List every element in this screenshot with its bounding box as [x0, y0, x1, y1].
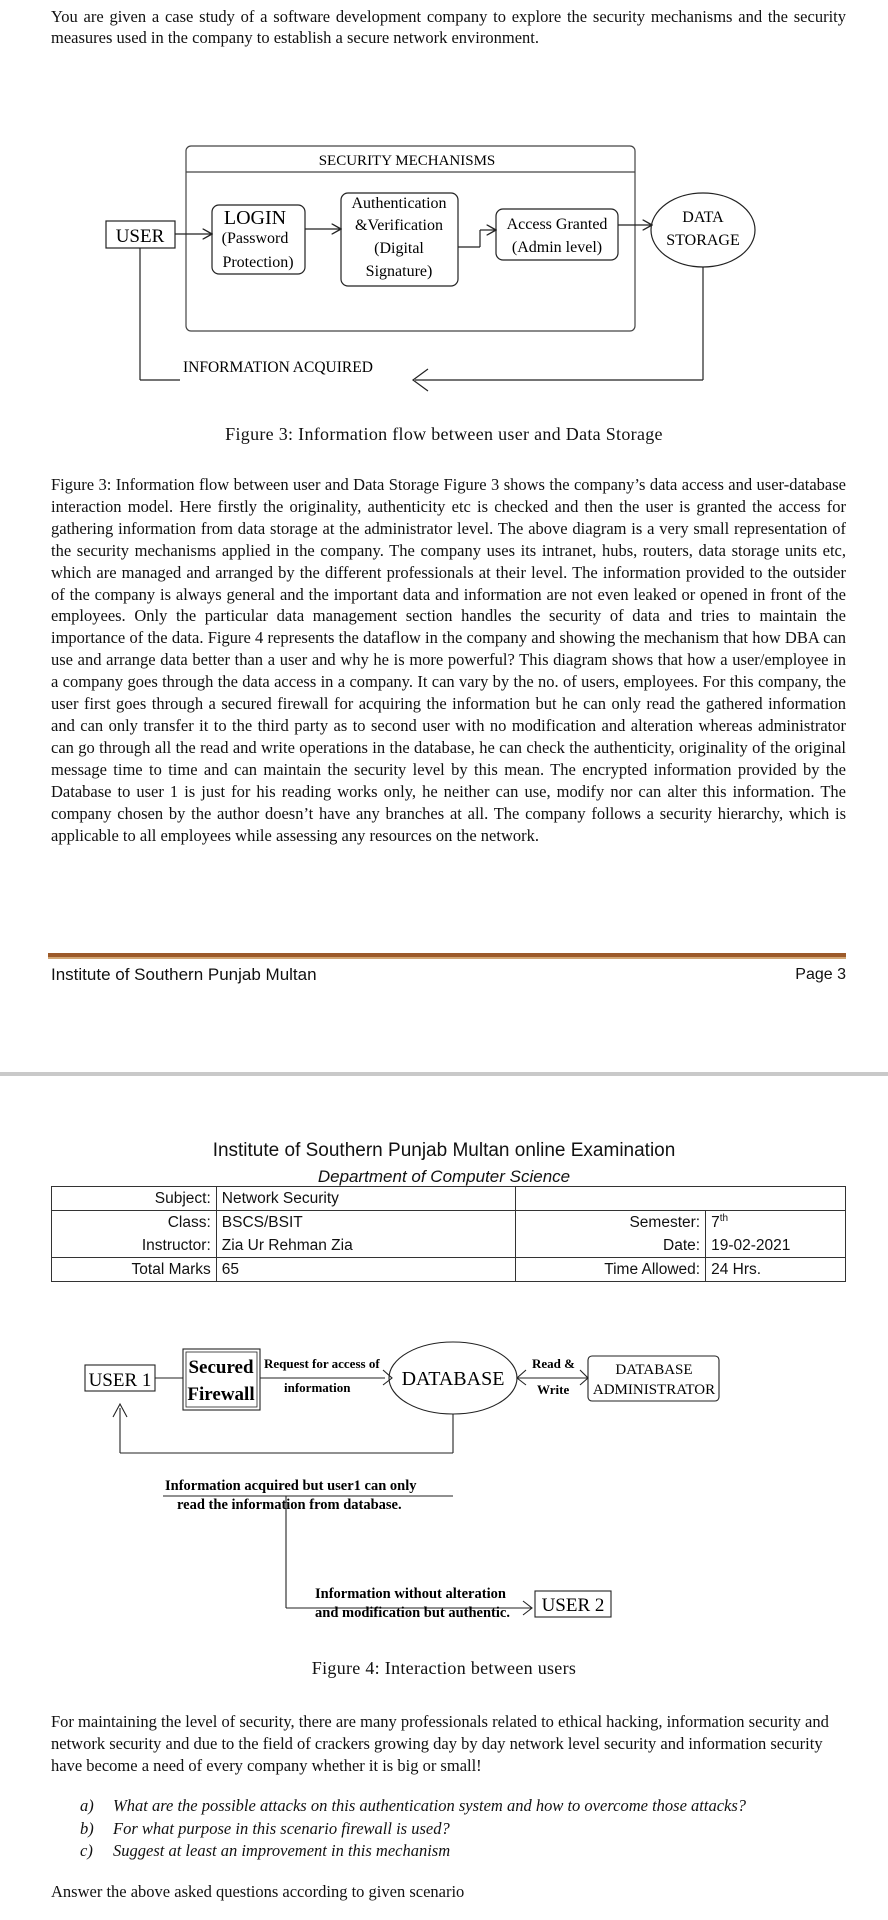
svg-text:information: information [284, 1380, 351, 1395]
svg-text:Request for access of: Request for access of [264, 1356, 380, 1371]
svg-text:read the information from data: read the information from database. [177, 1497, 402, 1513]
question-b: b) For what purpose in this scenario firewall is used? [80, 1818, 450, 1838]
svg-text:Read &: Read & [532, 1356, 575, 1371]
page-separator [0, 1072, 888, 1076]
date-value: 19-02-2021 [706, 1234, 846, 1258]
total-marks-value: 65 [216, 1258, 516, 1282]
svg-text:Information acquired but user1: Information acquired but user1 can only [165, 1478, 417, 1494]
semester-label: Semester: [516, 1211, 706, 1235]
question-c: c) Suggest at least an improvement in this mechanism [80, 1841, 451, 1860]
date-label: Date: [516, 1234, 706, 1258]
intro-paragraph: You are given a case study of a software development company to explore the security mechanisms and the security measures used in the company to establish a secure network environment. [51, 7, 846, 47]
subject-value: Network Security [216, 1187, 516, 1211]
footer-institute: Institute of Southern Punjab Multan [51, 965, 317, 984]
svg-text:Signature): Signature) [365, 263, 433, 280]
footer-page-number: Page 3 [795, 966, 846, 983]
svg-text:(Digital: (Digital [374, 240, 424, 257]
svg-text:ADMINISTRATOR: ADMINISTRATOR [592, 1382, 716, 1398]
figure-3-diagram [0, 0, 888, 420]
svg-text:Firewall: Firewall [187, 1384, 255, 1405]
body-paragraph-2: For maintaining the level of security, there are many professionals related to ethical hacking, information security and network security and due to the field of crackers growing day by day network level security and information security have become a need of every company whether it is big or small! [51, 1712, 829, 1775]
instructor-value: Zia Ur Rehman Zia [216, 1234, 516, 1258]
database-label: DATABASE [401, 1368, 505, 1390]
footer-divider-accent [48, 957, 846, 959]
figure-3-caption: Figure 3: Information flow between user and Data Storage [225, 424, 663, 444]
figure-4-caption: Figure 4: Interaction between users [311, 1658, 577, 1678]
svg-text:DATABASE: DATABASE [615, 1362, 693, 1378]
security-mechanisms-title: SECURITY MECHANISMS [318, 153, 496, 169]
svg-text:Protection): Protection) [222, 254, 294, 271]
instructor-label: Instructor: [52, 1234, 217, 1258]
time-allowed-value: 24 Hrs. [706, 1258, 846, 1282]
subject-label: Subject: [52, 1187, 217, 1211]
user-label: USER [115, 226, 165, 247]
closing-instruction: Answer the above asked questions according to given scenario [51, 1882, 465, 1901]
total-marks-label: Total Marks [52, 1258, 217, 1282]
class-label: Class: [52, 1211, 217, 1235]
semester-value: 7th [706, 1211, 846, 1235]
figure-4-diagram [0, 1320, 888, 1620]
user1-label: USER 1 [88, 1370, 152, 1391]
question-a: a) What are the possible attacks on this authentication system and how to overcome those attacks? [80, 1796, 747, 1815]
login-label: LOGIN [223, 207, 287, 229]
svg-text:Authentication: Authentication [351, 195, 447, 212]
svg-text:Access Granted: Access Granted [506, 216, 608, 233]
user2-label: USER 2 [541, 1595, 605, 1616]
svg-text:and modification but authentic: and modification but authentic. [315, 1605, 510, 1620]
time-allowed-label: Time Allowed: [516, 1258, 706, 1282]
svg-text:(Password: (Password [221, 230, 289, 247]
svg-text:Write: Write [537, 1382, 570, 1397]
svg-text:Information without alteration: Information without alteration [315, 1586, 506, 1602]
exam-department: Department of Computer Science [317, 1167, 571, 1186]
exam-title: Institute of Southern Punjab Multan online Examination [212, 1140, 676, 1161]
svg-text:DATA: DATA [682, 209, 724, 226]
svg-text:STORAGE: STORAGE [666, 232, 740, 249]
svg-text:Secured: Secured [188, 1357, 254, 1378]
class-value: BSCS/BSIT [216, 1211, 516, 1235]
question-list [80, 1795, 746, 1863]
information-acquired-label: INFORMATION ACQUIRED [183, 359, 373, 376]
body-paragraph-1: Figure 3: Information flow between user and Data Storage Figure 3 shows the company’s data access and user-database interaction model. Here firstly the originality, authenticity etc is checked and then the user is granted the access for gathering information from data storage at the administrator level. The above diagram is a very small representation of the security mechanisms applied in the company. The company uses its intranet, hubs, routers, data storage units etc, which are managed and arranged by the different professionals at their level. The information provided to the outsider of the company is always general and the important data and information are not even leaked or opened in front of the employees. Only the particular data management section handles the security of data and tries to maintain the importance of the data. Figure 4 represents the dataflow in the company and showing the mechanism that how DBA can use and arrange data better than a user and why he is more powerful? This diagram shows that how a user/employee in a company goes through the data access in a company. It can vary by the no. of users, employees. For this company, the user first goes through a secured firewall for acquiring the information but he can only read the gathered information and can only transfer it to the third party as to second user with no modification and alteration whereas administrator can go through all the read and write operations in the database, he can check the authenticity, originality of the original message time to time and can maintain the security level by this mean. The encrypted information provided by the Database to user 1 is just for his reading works only, he neither can use, modify nor can alter this information. The company chosen by the author doesn’t have any branches at all. The company follows a security hierarchy, which is applicable to all employees while assessing any resources on the network. [51, 475, 846, 845]
data-storage-ellipse [651, 193, 755, 267]
exam-info-table [51, 1186, 846, 1282]
svg-text:&Verification: &Verification [355, 217, 443, 234]
svg-text:(Admin level): (Admin level) [511, 239, 603, 256]
